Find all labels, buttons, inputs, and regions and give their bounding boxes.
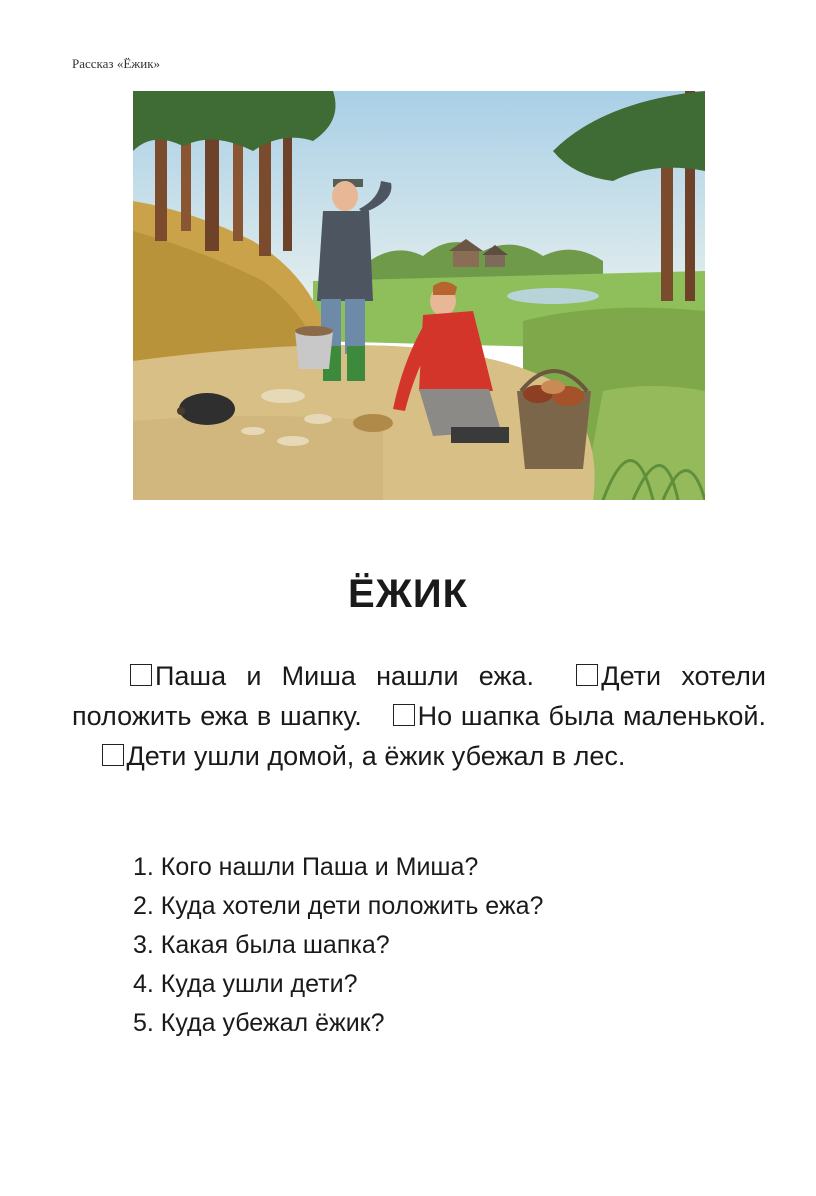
sentence-4 [102, 741, 626, 771]
questions-list [133, 848, 733, 1043]
sentence-checkbox-3[interactable] [393, 704, 415, 726]
sentence-checkbox-2[interactable] [576, 664, 598, 686]
sentence-checkbox-1[interactable] [130, 664, 152, 686]
question-item-2: 2. Куда хотели дети положить ежа? [133, 892, 544, 920]
story-title: ЁЖИК [347, 572, 469, 616]
sentence-4-text: Дети ушли домой, а ёжик убежал в лес. [126, 741, 626, 771]
question-item-5: 5. Куда убежал ёжик? [133, 1009, 385, 1037]
question-item-4: 4. Куда ушли дети? [133, 970, 358, 998]
sentence-3 [393, 701, 766, 731]
question-item-1: 1. Кого нашли Паша и Миша? [133, 853, 479, 881]
story-text [72, 656, 766, 776]
sentence-1-text: Паша и Миша нашли ежа. [155, 661, 535, 691]
question-item-3: 3. Какая была шапка? [133, 931, 390, 959]
story-illustration [133, 91, 705, 500]
sentence-2-text: Дети хотели положить ежа в шапку. [72, 661, 766, 731]
sentence-3-text: Но шапка была маленькой. [417, 701, 766, 731]
sentence-checkbox-4[interactable] [102, 744, 124, 766]
sentence-1 [130, 661, 534, 691]
page-header-label: Рассказ «Ёжик» [72, 56, 161, 71]
